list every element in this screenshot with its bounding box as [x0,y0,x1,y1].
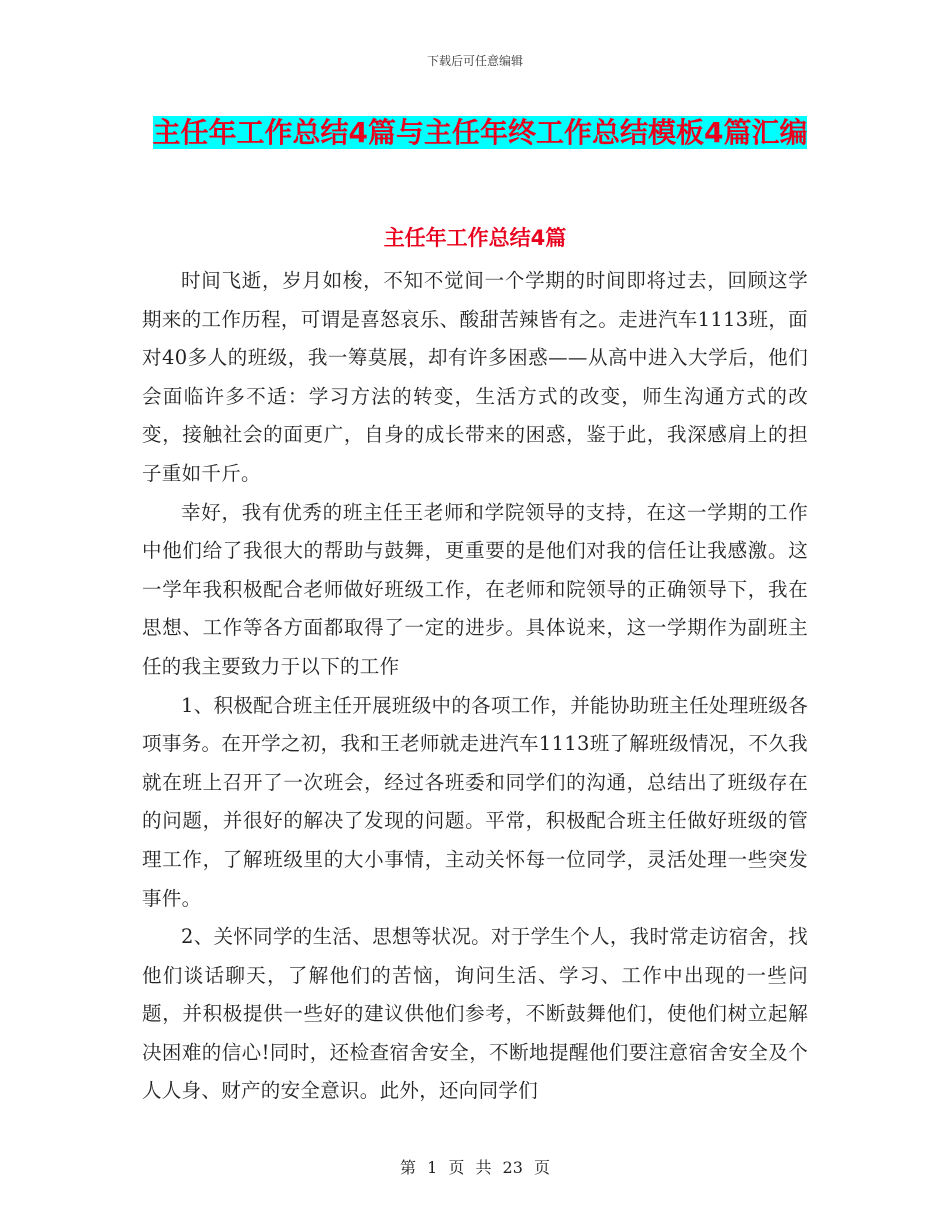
document-title [140,108,820,158]
section-title: 主任年工作总结4篇 [383,226,567,250]
paragraph-2: 幸好，我有优秀的班主任王老师和学院领导的支持，在这一学期的工作中他们给了我很大的帮助与鼓舞，更重要的是他们对我的信任让我感激。这一学年我积极配合老师做好班级工作，在老师和院领导的正确领导下，我在思想、工作等各方面都取得了一定的进步。具体说来，这一学期作为副班主任的我主要致力于以下的工作 [142,500,808,678]
paragraph-4: 2、关怀同学的生活、思想等状况。对于学生个人，我时常走访宿舍，找他们谈话聊天，了解他们的苦恼，询问生活、学习、工作中出现的一些问题，并积极提供一些好的建议供他们参考，不断鼓舞他们，使他们树立起解决困难的信心!同时，还检查宿舍安全，不断地提醒他们要注意宿舍安全及个人人身、财产的安全意识。此外，还向同学们 [142,925,808,1103]
body-text [142,262,808,1111]
paragraph-3: 1、积极配合班主任开展班级中的各项工作，并能协助班主任处理班级各项事务。在开学之初，我和王老师就走进汽车1113班了解班级情况，不久我就在班上召开了一次班会，经过各班委和同学们的沟通，总结出了班级存在的问题，并很好的解决了发现的问题。平常，积极配合班主任做好班级的管理工作，了解班级里的大小事情，主动关怀每一位同学，灵活处理一些突发事件。 [142,693,808,910]
page-header: 下载后可任意编辑 [426,54,523,68]
page-footer: 第 1 页 共 23 页 [400,1158,550,1177]
paragraph-1: 时间飞逝，岁月如梭，不知不觉间一个学期的时间即将过去，回顾这学期来的工作历程，可谓是喜怒哀乐、酸甜苦辣皆有之。走进汽车1113班，面对40多人的班级，我一筹莫展，却有许多困惑——从高中进入大学后，他们会面临许多不适：学习方法的转变，生活方式的改变，师生沟通方式的改变，接触社会的面更广，自身的成长带来的困惑，鉴于此，我深感肩上的担子重如千斤。 [142,269,808,485]
document-title-text: 主任年工作总结4篇与主任年终工作总结模板4篇汇编 [152,116,808,149]
